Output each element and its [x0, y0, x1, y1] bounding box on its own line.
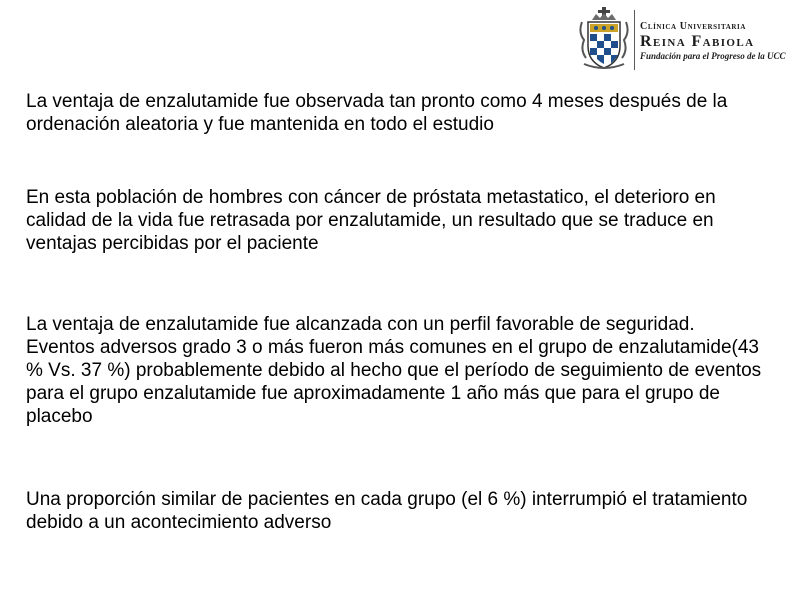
paragraph-discontinuation: Una proporción similar de pacientes en cada grupo (el 6 %) interrumpió el tratamiento debido a un acontecimiento adverso — [26, 489, 748, 533]
paragraph-quality-of-life: En esta población de hombres con cáncer de próstata metastatico, el deterioro en calidad de la vida fue retrasada por enzalutamide, un resultado que se traduce en ventajas percibidas por el paciente — [26, 187, 716, 254]
logo-line-name: Reina Fabiola — [640, 33, 755, 50]
paragraph-safety-profile: La ventaja de enzalutamide fue alcanzada con un perfil favorable de seguridad. Eventos adversos grado 3 o más fueron más comunes en el grupo de enzalutamide(43 % Vs. 37 %) probablemente debido al hecho que el período de seguimiento de eventos para el grupo enzalutamide fue aproximadamente 1 año más que para el grupo de placebo — [26, 314, 762, 427]
logo-line-foundation: Fundación para el Progreso de la UCC — [640, 51, 786, 61]
logo-text — [640, 21, 790, 62]
logo-line-university: Clínica Universitaria — [640, 21, 747, 32]
logo-divider — [634, 10, 635, 70]
clinic-logo — [578, 6, 790, 72]
crest-icon — [578, 6, 630, 72]
paragraph-advantage-timing: La ventaja de enzalutamide fue observada tan pronto como 4 meses después de la ordenación aleatoria y fue mantenida en todo el estudio — [26, 91, 728, 135]
